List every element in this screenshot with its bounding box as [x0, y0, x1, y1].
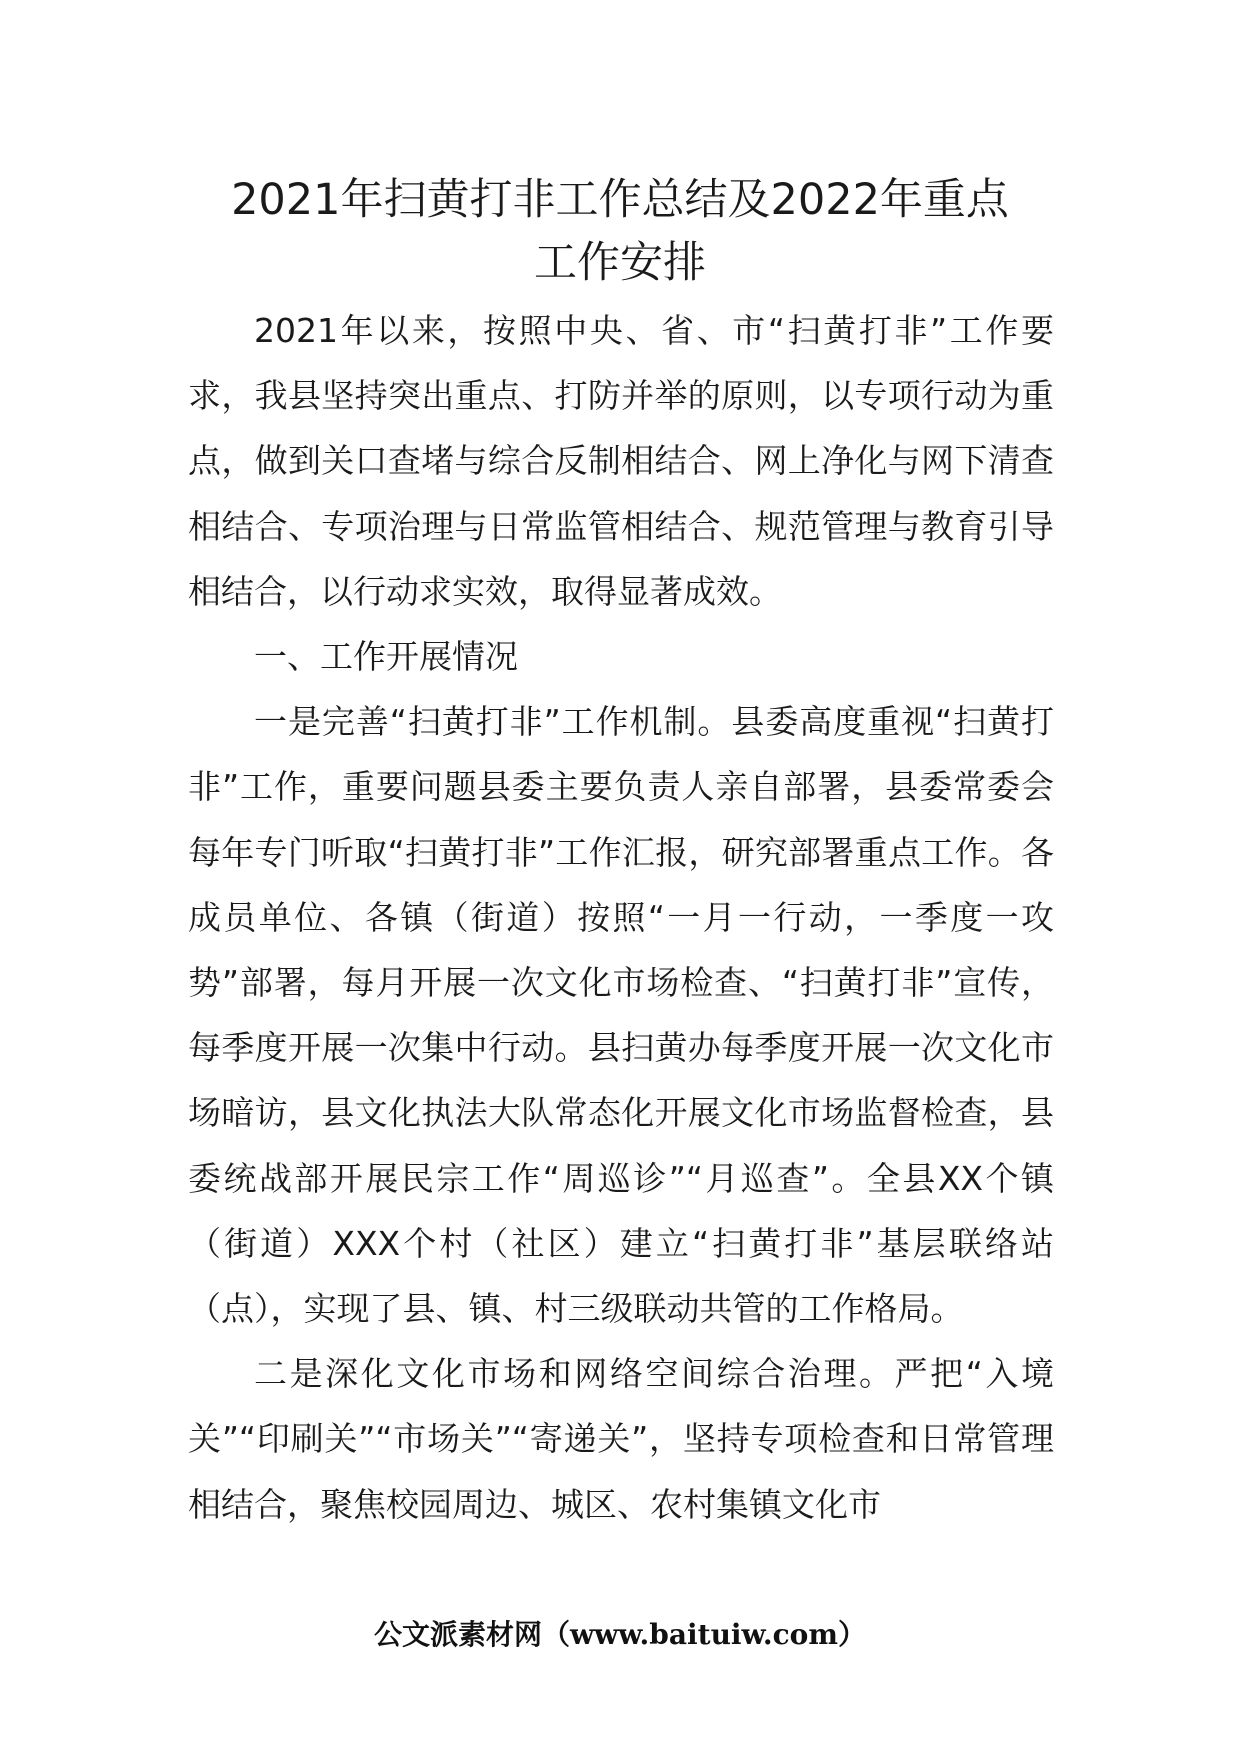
site-watermark-footer: 公文派素材网（www.baituiw.com）: [374, 1618, 866, 1651]
document-title-line-2: 工作安排: [534, 238, 706, 288]
document-title-line-1: 2021年扫黄打非工作总结及2022年重点: [231, 175, 1009, 225]
body-paragraph-2: 二是深化文化市场和网络空间综合治理。严把“入境关”“印刷关”“市场关”“寄递关”，坚持专项检查和日常管理相结合，聚焦校园周边、城区、农村集镇文化市: [188, 1354, 1054, 1524]
body-paragraph-1: 一是完善“扫黄打非”工作机制。县委高度重视“扫黄打非”工作，重要问题县委主要负责人亲自部署，县委常委会每年专门听取“扫黄打非”工作汇报，研究部署重点工作。各成员单位、各镇（街道）按照“一月一行动，一季度一攻势”部署，每月开展一次文化市场检查、“扫黄打非”宣传，每季度开展一次集中行动。县扫黄办每季度开展一次文化市场暗访，县文化执法大队常态化开展文化市场监督检查，县委统战部开展民宗工作“周巡诊”“月巡查”。全县XX个镇（街道）XXX个村（社区）建立“扫黄打非”基层联络站（点），实现了县、镇、村三级联动共管的工作格局。: [188, 702, 1054, 1329]
section-heading: 一、工作开展情况: [254, 637, 518, 677]
intro-paragraph: 2021年以来，按照中央、省、市“扫黄打非”工作要求，我县坚持突出重点、打防并举的原则，以专项行动为重点，做到关口查堵与综合反制相结合、网上净化与网下清查相结合、专项治理与日常监管相结合、规范管理与教育引导相结合，以行动求实效，取得显著成效。: [188, 311, 1054, 611]
document-body: [188, 298, 1054, 1537]
